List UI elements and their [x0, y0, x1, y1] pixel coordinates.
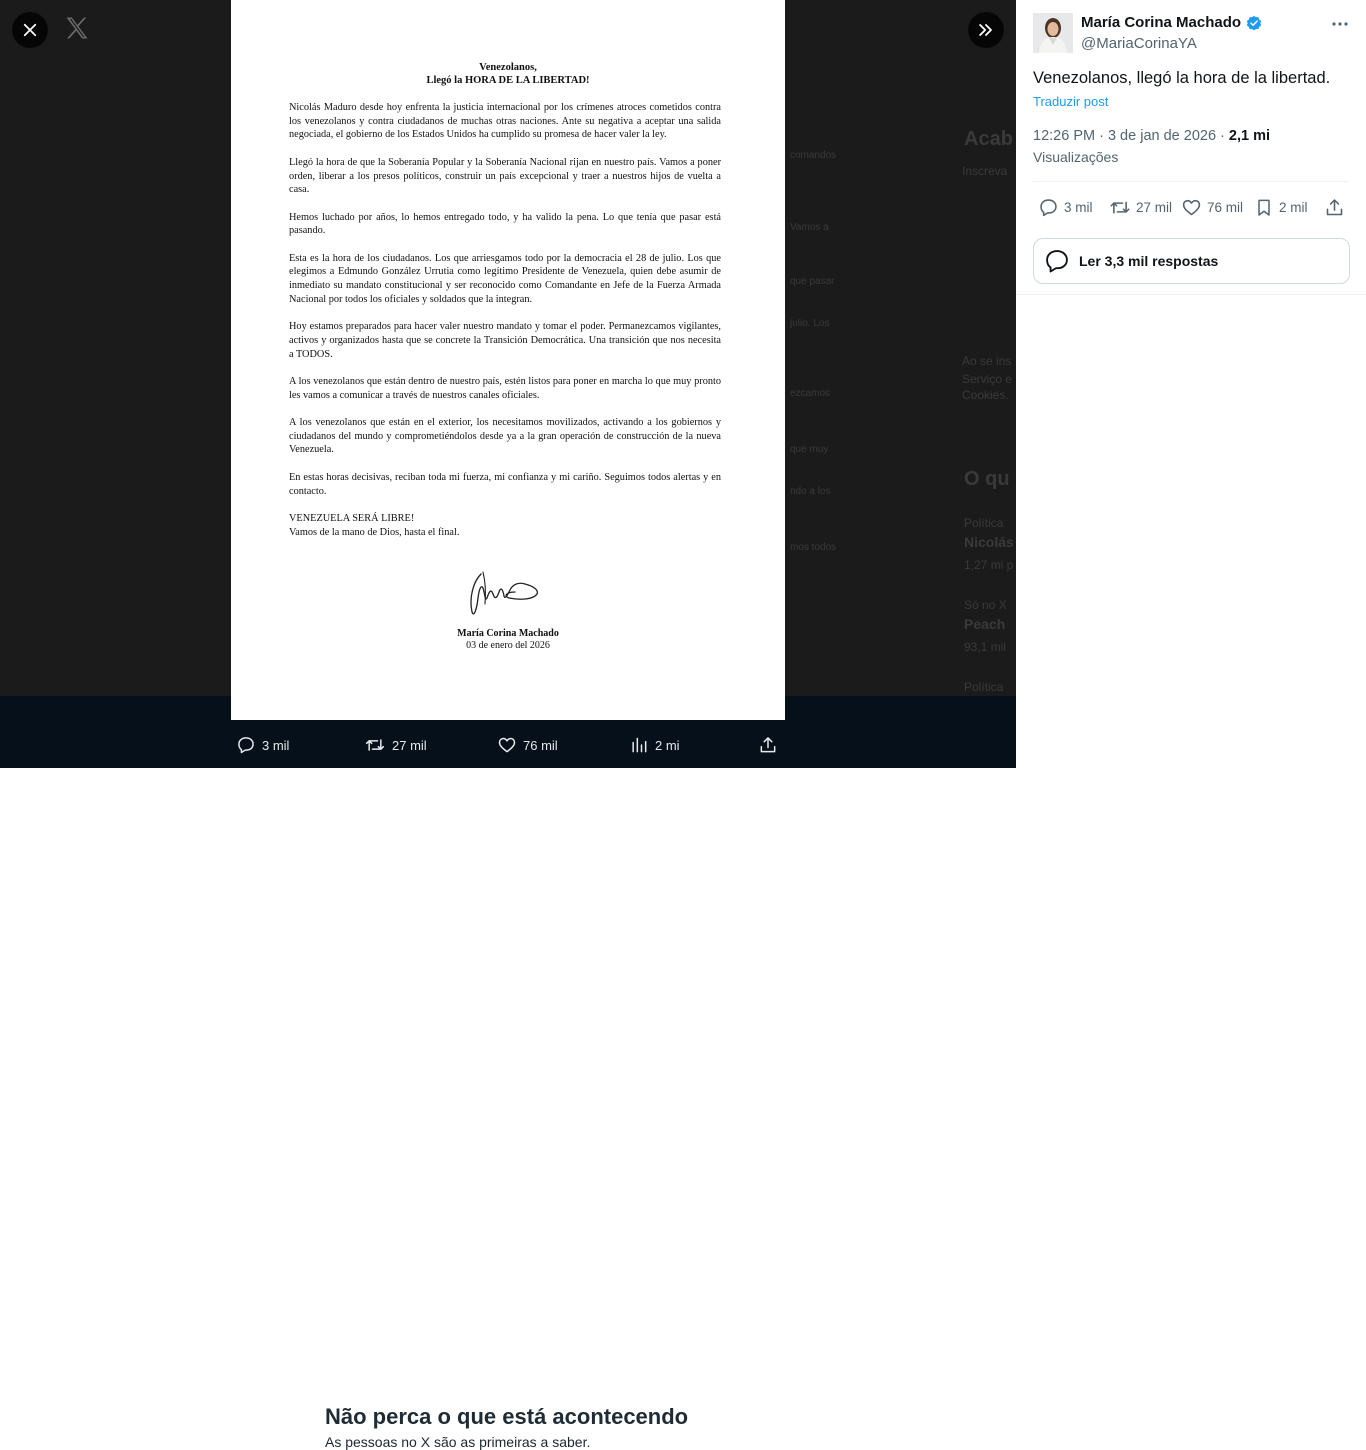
reply-icon	[236, 735, 256, 755]
media-like-count: 76 mil	[523, 737, 558, 753]
bookmark-count: 2 mil	[1279, 199, 1308, 215]
author-handle[interactable]: @MariaCorinaYA	[1081, 35, 1197, 52]
post-meta: 12:26 PM · 3 de jan de 2026 · 2,1 mi	[1033, 128, 1271, 144]
bookmark-button[interactable]	[1254, 196, 1308, 218]
panel-divider	[1016, 294, 1366, 295]
media-share-button[interactable]	[758, 732, 778, 758]
media-action-bar	[236, 732, 782, 758]
reply-bubble-icon	[1043, 247, 1071, 275]
repost-icon	[1109, 197, 1131, 218]
avatar-image	[1033, 13, 1073, 53]
letter-paragraph: Nicolás Maduro desde hoy enfrenta la justicia internacional por los crímenes atroces cometidos contra los venezolanos y contra ciudadanos de muchas otras naciones. Ante su negativa a aceptar una salida negociada, el gobierno de los Estados Unidos ha cumplido su promesa de hacer valer la ley.	[289, 102, 721, 141]
like-button[interactable]	[1181, 196, 1243, 218]
signature-image	[463, 568, 543, 620]
letter-headline: Llegó la HORA DE LA LIBERTAD!	[426, 75, 590, 86]
letter-signer: María Corina Machado	[457, 628, 559, 639]
letter-paragraph: Esta es la hora de los ciudadanos. Los que arriesgamos todo por la democracia el 28 de julio. Los que elegimos a Edmundo González Urrutia como legítimo Presidente de Venezuela, quien debe asumir de inmediato su mandato constitucional y ser reconocido como Comandante en Jefe de la Fuerza Armada Nacional por todos los oficiales y soldados que la integran.	[289, 252, 721, 305]
reply-count: 3 mil	[1064, 199, 1093, 215]
letter-date: 03 de enero del 2026	[466, 640, 550, 651]
verified-badge-icon	[1245, 14, 1263, 32]
share-icon	[758, 735, 778, 755]
bookmark-icon	[1254, 197, 1274, 218]
banner-ghost-subtitle: As pessoas no X são as primeiras a saber.	[325, 1434, 591, 1450]
repost-icon	[364, 735, 386, 755]
letter-closing-line: Vamos de la mano de Dios, hasta el final.	[289, 526, 460, 538]
like-count: 76 mil	[1207, 199, 1244, 215]
heart-icon	[497, 735, 517, 755]
post-time[interactable]: 12:26 PM	[1033, 128, 1096, 144]
media-views-button[interactable]	[629, 732, 680, 758]
post-text: Venezolanos, llegó la hora de la libertad.	[1033, 69, 1331, 87]
media-repost-button[interactable]	[364, 732, 427, 758]
letter-greeting: Venezolanos,	[479, 62, 537, 73]
media-views-count: 2 mi	[655, 737, 680, 753]
repost-button[interactable]	[1109, 196, 1172, 218]
repost-count: 27 mil	[1136, 199, 1173, 215]
author-name[interactable]: María Corina Machado	[1081, 14, 1242, 31]
close-button[interactable]	[12, 12, 48, 48]
collapse-panel-button[interactable]	[968, 12, 1004, 48]
translate-post-link[interactable]: Traduzir post	[1033, 94, 1109, 109]
letter-paragraph: Llegó la hora de que la Soberanía Popular y la Soberanía Nacional rijan en nuestro país. Vamos a poner orden, liberar a los presos políticos, construir un país excepcional y traer a nuestros hijos de vuelta a casa.	[289, 156, 721, 196]
letter-body	[289, 101, 721, 539]
letter-image[interactable]	[231, 0, 785, 720]
avatar[interactable]	[1033, 13, 1073, 53]
letter-paragraph: Hemos luchado por años, lo hemos entregado todo, y ha valido la pena. Lo que tenía que pasar está pasando.	[289, 211, 721, 237]
media-reply-count: 3 mil	[262, 737, 290, 753]
views-label: Visualizações	[1033, 149, 1119, 165]
reply-icon	[1038, 197, 1059, 218]
x-logo-icon	[63, 14, 91, 42]
chevrons-right-icon	[976, 20, 996, 40]
post-views-count: 2,1 mi	[1228, 128, 1271, 144]
letter-paragraph: Hoy estamos preparados para hacer valer nuestro mandato y tomar el poder. Permanezcamos vigilantes, activos y organizados hasta que se concrete la Transición Democrática. Una transición que nos necesita a TODOS.	[289, 321, 721, 360]
post-date[interactable]: 3 de jan de 2026	[1107, 128, 1217, 144]
more-options-icon[interactable]	[1330, 14, 1350, 34]
post-detail-panel	[1016, 0, 1366, 768]
letter-closing-line: VENEZUELA SERÁ LIBRE!	[289, 512, 415, 524]
reply-button[interactable]	[1038, 196, 1093, 218]
background-page-ghost: Acab Inscreva Ao se ins Serviço e Cookies. O qu Política Nicolás 1,27 mi p Só no X Peach 93,1 mil Política comandos Vamos a que pasar julio. Los ezcamos que muy ndo a los mos todos	[790, 128, 1014, 694]
heart-icon	[1181, 197, 1202, 218]
analytics-icon	[629, 735, 649, 755]
read-replies-label: Ler 3,3 mil respostas	[1079, 253, 1219, 269]
letter-paragraph: A los venezolanos que están en el exterior, los necesitamos movilizados, activando a los gobiernos y ciudadanos del mundo y comprometiéndolos desde ya a la gran operación de construcción de la nueva Venezuela.	[289, 417, 721, 456]
banner-ghost-title: Não perca o que está acontecendo	[325, 1404, 689, 1429]
letter-paragraph: A los venezolanos que están dentro de nuestro país, estén listos para poner en marcha lo que muy pronto les vamos a comunicar a través de nuestros canales oficiales.	[289, 375, 721, 401]
read-replies-button[interactable]	[1033, 238, 1350, 284]
letter-paragraph: En estas horas decisivas, reciban toda mi fuerza, mi confianza y mi cariño. Seguimos todos alertas y en contacto.	[289, 471, 721, 497]
media-repost-count: 27 mil	[392, 737, 427, 753]
media-reply-button[interactable]	[236, 732, 289, 758]
divider	[1033, 181, 1349, 182]
share-button[interactable]	[1324, 196, 1345, 218]
close-icon	[21, 21, 39, 39]
media-like-button[interactable]	[497, 732, 558, 758]
share-icon	[1324, 197, 1345, 218]
